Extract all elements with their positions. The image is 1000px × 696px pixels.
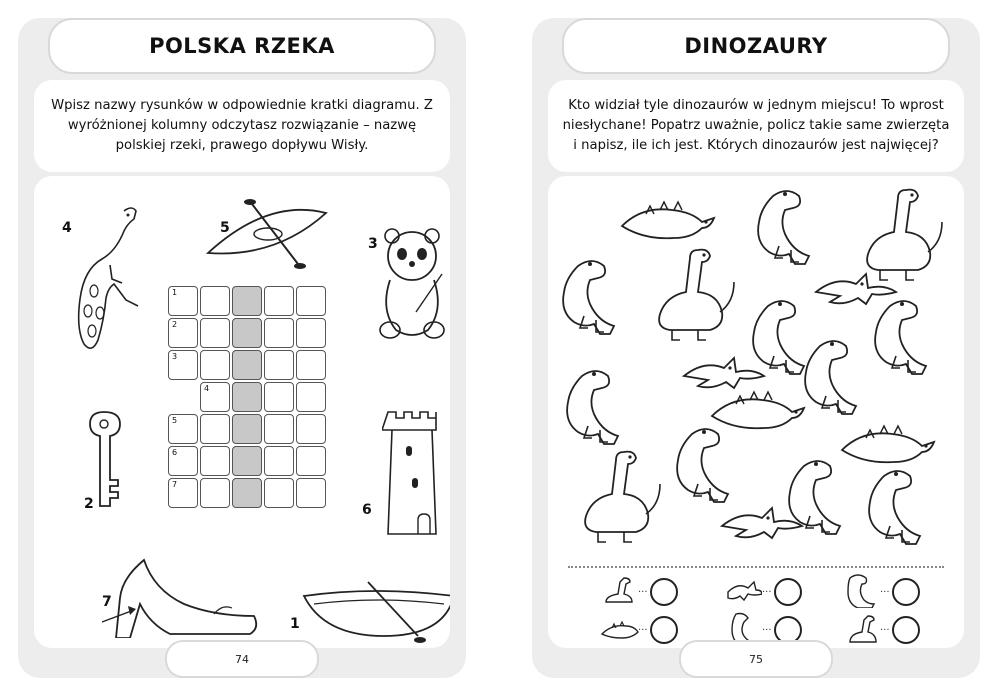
panda-icon bbox=[372, 224, 450, 344]
stegosaurus-icon bbox=[600, 620, 640, 642]
answer-circle[interactable] bbox=[774, 578, 802, 606]
page-title: DINOZAURY bbox=[684, 34, 828, 58]
crossword-cell[interactable] bbox=[296, 478, 326, 508]
dinosaur-area bbox=[548, 176, 964, 648]
crossword-cell[interactable] bbox=[264, 446, 294, 476]
crossword-cell[interactable] bbox=[168, 478, 198, 508]
crossword-cell[interactable] bbox=[264, 414, 294, 444]
crossword-cell[interactable] bbox=[296, 446, 326, 476]
instruction-text: Wpisz nazwy rysunków w odpowiednie kratki diagramu. Z wyróżnionej kolumny odczytasz rozwiązanie – nazwę polskiej rzeki, prawego dopływu Wisły. bbox=[51, 98, 433, 153]
answer-circle[interactable] bbox=[650, 616, 678, 644]
title-banner bbox=[562, 18, 950, 74]
crossword-cell[interactable] bbox=[200, 350, 230, 380]
crossword-cell[interactable] bbox=[200, 318, 230, 348]
page-number bbox=[165, 640, 319, 678]
answer-circle[interactable] bbox=[892, 578, 920, 606]
crossword-cell-highlight[interactable] bbox=[232, 350, 262, 380]
crossword-cell[interactable] bbox=[200, 446, 230, 476]
crossword-cell-highlight[interactable] bbox=[232, 446, 262, 476]
dotted-separator bbox=[568, 566, 944, 568]
crossword-cell-highlight[interactable] bbox=[232, 382, 262, 412]
shoe-icon bbox=[94, 548, 264, 638]
key-icon bbox=[84, 406, 154, 526]
pterodactyl-icon bbox=[726, 580, 762, 604]
right-page bbox=[532, 18, 980, 678]
page-number bbox=[679, 640, 833, 678]
answer-circle[interactable] bbox=[892, 616, 920, 644]
crossword-cell[interactable] bbox=[296, 350, 326, 380]
longneck-dino-icon bbox=[846, 614, 882, 646]
crossword-cell[interactable] bbox=[296, 382, 326, 412]
crossword-cell[interactable] bbox=[200, 414, 230, 444]
crossword-cell[interactable] bbox=[296, 286, 326, 316]
crossword-cell-highlight[interactable] bbox=[232, 286, 262, 316]
crossword-cell-highlight[interactable] bbox=[232, 414, 262, 444]
cell-number: 4 bbox=[204, 384, 210, 393]
crossword-cell-highlight[interactable] bbox=[232, 318, 262, 348]
picture-number: 3 bbox=[368, 236, 378, 252]
instruction-text: Kto widział tyle dinozaurów w jednym miejscu! To wprost niesłychane! Popatrz uważnie, policz takie same zwierzęta i napisz, ile ich jest. Których dinozaurów jest najwięcej? bbox=[562, 98, 950, 153]
picture-number: 5 bbox=[220, 220, 230, 236]
crossword-cell[interactable] bbox=[168, 446, 198, 476]
page-number-text: 75 bbox=[749, 652, 763, 666]
picture-number: 7 bbox=[102, 594, 112, 610]
peacock-icon bbox=[64, 201, 154, 351]
crossword-cell[interactable] bbox=[200, 478, 230, 508]
puzzle-area bbox=[34, 176, 450, 648]
crossword-cell-highlight[interactable] bbox=[232, 478, 262, 508]
crossword-cell[interactable] bbox=[168, 414, 198, 444]
cell-number: 6 bbox=[172, 448, 178, 457]
picture-number: 2 bbox=[84, 496, 94, 512]
crossword-cell[interactable] bbox=[200, 382, 230, 412]
tower-icon bbox=[382, 408, 442, 538]
crossword-cell[interactable] bbox=[168, 318, 198, 348]
crossword-cell[interactable] bbox=[264, 478, 294, 508]
picture-number: 6 bbox=[362, 502, 372, 518]
cell-number: 3 bbox=[172, 352, 178, 361]
crossword-cell[interactable] bbox=[264, 286, 294, 316]
crossword-cell[interactable] bbox=[168, 350, 198, 380]
left-page bbox=[18, 18, 466, 678]
instruction-box bbox=[548, 80, 964, 172]
cell-number: 1 bbox=[172, 288, 178, 297]
cell-number: 5 bbox=[172, 416, 178, 425]
page-number-text: 74 bbox=[235, 652, 249, 666]
crossword-cell[interactable] bbox=[264, 318, 294, 348]
boat-icon bbox=[298, 580, 450, 648]
cell-number: 2 bbox=[172, 320, 178, 329]
trex-icon bbox=[844, 574, 880, 608]
crossword-cell[interactable] bbox=[264, 382, 294, 412]
crossword-cell[interactable] bbox=[168, 286, 198, 316]
picture-number: 1 bbox=[290, 616, 300, 632]
cell-number: 7 bbox=[172, 480, 178, 489]
answer-circle[interactable] bbox=[650, 578, 678, 606]
crossword-cell[interactable] bbox=[296, 318, 326, 348]
crossword-cell[interactable] bbox=[264, 350, 294, 380]
crossword-cell[interactable] bbox=[200, 286, 230, 316]
instruction-box bbox=[34, 80, 450, 172]
longneck-dino-icon bbox=[602, 576, 638, 606]
crossword-cell[interactable] bbox=[296, 414, 326, 444]
title-banner bbox=[48, 18, 436, 74]
picture-number: 4 bbox=[62, 220, 72, 236]
page-title: POLSKA RZEKA bbox=[149, 34, 335, 58]
